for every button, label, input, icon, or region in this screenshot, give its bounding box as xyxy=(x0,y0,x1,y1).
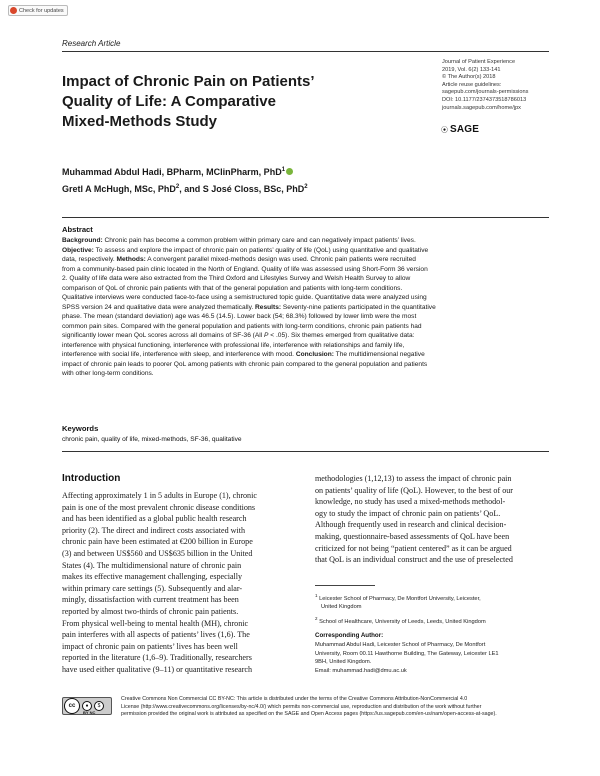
abstract-line xyxy=(62,236,550,246)
affiliation-number: 2 xyxy=(315,615,318,621)
corresponding-author-details xyxy=(315,641,499,676)
abstract-line xyxy=(62,360,550,370)
journal-info-line: DOI: 10.1177/2374373518786013 xyxy=(442,96,527,103)
title-line: Impact of Chronic Pain on Patients’ xyxy=(62,73,315,90)
article-type: Research Article xyxy=(62,39,121,48)
abstract-line xyxy=(62,303,550,313)
abstract-line xyxy=(62,255,550,265)
text-line: knowledge, no study has used a mixed-methods methodol- xyxy=(315,497,506,507)
text-line: impact of chronic pain on patients’ lives has been well xyxy=(62,641,238,651)
creative-commons-icon: cc xyxy=(64,698,80,714)
abstract-text: comparison of QoL of chronic pain patients with that of the general population and patients with long-term conditions. xyxy=(62,284,403,292)
text-line: that QoL is an individual construct and the use of preselected xyxy=(315,555,513,565)
title-line: Mixed-Methods Study xyxy=(62,113,218,130)
abstract-section-label: Conclusion: xyxy=(295,351,334,358)
abstract-text: Seventy-nine patients participated in the quantitative xyxy=(281,303,436,311)
abstract-text: Qualitative interviews were conducted face-to-face using a semistructured topic guide. Quantitative data were analyzed using xyxy=(62,294,427,301)
abstract-divider xyxy=(62,217,549,218)
abstract-body xyxy=(62,236,550,379)
license-line: Creative Commons Non Commercial CC BY-NC: This article is distributed under the terms of the Creative Commons Attribution-NonCommercial 4.0 xyxy=(121,696,468,702)
text-line: reported by almost two-thirds of chronic pain patients. xyxy=(62,606,239,616)
text-line: have used either qualitative (9–11) or quantitative research xyxy=(62,664,253,674)
abstract-text: from a community-based pain clinic located in the North of England. Quality of life was assessed using Short-Form 36 version xyxy=(62,265,428,273)
author-line-2: Gretl A McHugh, MSc, PhD$^2$, and S José Closs, BSc, PhD$^2$ xyxy=(62,184,308,194)
footnote-divider xyxy=(315,585,375,586)
title-line: Quality of Life: A Comparative xyxy=(62,93,276,110)
text-line: and has been identified as a global public health research xyxy=(62,514,247,524)
cc-license-logo xyxy=(62,697,112,715)
affiliation-line xyxy=(315,592,486,603)
journal-info-line: 2019, Vol. 6(2) 133-141 xyxy=(442,66,501,73)
journal-info-line: sagepub.com/journals-permissions xyxy=(442,89,529,96)
text-line: on patients’ quality of life (QoL). However, to the best of our xyxy=(315,485,513,495)
abstract-line xyxy=(62,312,550,322)
corresponding-line: Muhammad Abdul Hadi, Leicester School of Pharmacy, De Montfort xyxy=(315,642,486,648)
corresponding-author-heading: Corresponding Author: xyxy=(315,632,384,639)
publisher-name: SAGE xyxy=(450,124,480,135)
abstract-section-label: Objective: xyxy=(62,246,94,254)
update-status-icon xyxy=(10,7,17,14)
text-line: chronic pain have been estimated at €200 billion in Europe xyxy=(62,537,253,547)
abstract-heading: Abstract xyxy=(62,225,93,234)
license-line: License (http://www.creativecommons.org/licenses/by-nc/4.0/) which permits non-commercial use, reproduction and distribution of the work without further xyxy=(121,703,482,710)
text-line: criticized for not being “patient centered” as it can be argued xyxy=(315,543,512,553)
corresponding-line: 9BH, United Kingdom. xyxy=(315,659,372,666)
text-line: From physical well-being to mental health (MH), chronic xyxy=(62,618,249,628)
keywords-heading: Keywords xyxy=(62,424,99,433)
affiliation-line xyxy=(315,615,486,626)
abstract-text: To assess and explore the impact of chronic pain on patients’ quality of life (QoL) using quantitative and qualitative xyxy=(93,246,429,254)
attribution-icon: ● xyxy=(82,701,92,711)
abstract-text: interference with social life, interference with sleep, and interference with mood. xyxy=(62,351,296,358)
abstract-line xyxy=(62,322,550,332)
text-line: ogy to study the impact of chronic pain on patients’ QoL. xyxy=(315,508,501,518)
text-line: reported in the literature (1,6–9). Traditionally, researchers xyxy=(62,653,252,663)
text-line: methodologies (1,12,13) to assess the impact of chronic pain xyxy=(315,474,512,483)
affiliations xyxy=(315,592,486,626)
affiliation-text: School of Healthcare, University of Leeds, Leeds, United Kingdom xyxy=(319,618,486,625)
text-line: makes its effective management challenging, especially xyxy=(62,572,243,582)
sage-logo-icon: ⦿ xyxy=(441,126,448,134)
text-line: priority (2). The direct and indirect costs associated with xyxy=(62,525,246,535)
abstract-line xyxy=(62,350,550,360)
journal-info xyxy=(442,59,528,112)
abstract-text: The multidimensional negative xyxy=(333,351,425,358)
abstract-line xyxy=(62,331,550,341)
affiliation-line xyxy=(315,603,486,611)
abstract-line xyxy=(62,274,550,284)
abstract-italic-text: P xyxy=(264,332,269,339)
journal-info-line: journals.sagepub.com/home/jpx xyxy=(442,104,521,111)
abstract-text: common pain sites. Compared with the general population and patients with long-term conditions, chronic pain patients had xyxy=(62,322,422,330)
author-list xyxy=(62,163,308,197)
text-line: pain is one of the most prevalent chronic disease conditions xyxy=(62,502,256,512)
abstract-line xyxy=(62,265,550,275)
abstract-line xyxy=(62,284,550,294)
abstract-text: A convergent parallel mixed-methods design was used. Chronic pain patients were recruited xyxy=(145,256,416,263)
check-for-updates-badge[interactable] xyxy=(8,5,68,16)
text-line: Affecting approximately 1 in 5 adults in Europe (1), chronic xyxy=(62,491,257,500)
corresponding-line: University, Room 00.11 Hawthorne Building, The Gateway, Leicester LE1 xyxy=(315,650,499,657)
abstract-text: phase. The mean (standard deviation) age was 46.5 (14.5). Lower back (54; 68.3%) followed by lower limb were the most xyxy=(62,313,417,320)
text-line: (3) and between US$560 and US$635 billion in the United xyxy=(62,548,253,558)
abstract-section-label: Results: xyxy=(255,303,282,311)
abstract-text: impact of chronic pain leads to poorer QoL among patients with chronic pain compared to the general population and patients xyxy=(62,360,428,368)
keywords-divider xyxy=(62,451,549,452)
header-divider xyxy=(62,51,549,52)
orcid-icon[interactable] xyxy=(286,168,293,175)
license-line: permission provided the original work is attributed as specified on the SAGE and Open Access pages (https://us.sagepub.com/en-us/nam/open-access-at-sage). xyxy=(121,711,497,718)
abstract-line xyxy=(62,341,550,351)
affiliation-text: Leicester School of Pharmacy, De Montfort University, Leicester, xyxy=(319,595,481,602)
abstract-section-label: Methods: xyxy=(116,256,146,263)
abstract-text: < .05). Six themes emerged from qualitative data: xyxy=(268,332,415,339)
journal-info-line: © The Author(s) 2018 xyxy=(442,74,496,81)
journal-info-line: Article reuse guidelines: xyxy=(442,81,502,88)
text-line: pain interferes with all aspects of patients’ lives (1,6). The xyxy=(62,630,250,640)
affiliation-text: United Kingdom xyxy=(321,604,362,611)
noncommercial-icon: $ xyxy=(94,701,104,711)
abstract-line xyxy=(62,369,550,379)
abstract-text: Chronic pain has become a common problem within primary care and can negatively impact patients’ lives. xyxy=(102,237,416,244)
abstract-text: interference with physical functioning, interference with professional life, interference with relationships and family life, xyxy=(62,341,405,349)
badge-label: Check for updates xyxy=(19,7,64,14)
introduction-left-column xyxy=(62,490,298,676)
abstract-section-label: Background: xyxy=(62,237,103,244)
text-line: mingly, dissatisfaction with current treatment has been xyxy=(62,595,239,605)
article-title xyxy=(62,72,392,132)
license-logo-label: BY NC xyxy=(83,710,96,715)
corresponding-line: Email: muhammad.hadi@dmu.ac.uk xyxy=(315,668,407,675)
abstract-text: SPSS version 24 and qualitative data were analyzed thematically. xyxy=(62,303,256,311)
abstract-line xyxy=(62,293,550,303)
license-text xyxy=(121,696,551,719)
abstract-text: significantly lower mean QoL scores across all domains of SF-36 (All xyxy=(62,332,265,339)
text-line: Although frequently used in research and clinical decision- xyxy=(315,520,507,530)
introduction-right-column xyxy=(315,473,551,566)
publisher-logo xyxy=(441,124,479,135)
abstract-text: data, respectively. xyxy=(62,256,117,263)
abstract-text: 2. Quality of life data were also extracted from the Third Oxford and Lifestyles Survey and Welsh Health Survey to allow xyxy=(62,275,411,282)
journal-info-line: Journal of Patient Experience xyxy=(442,59,516,65)
introduction-heading: Introduction xyxy=(62,473,121,484)
abstract-line xyxy=(62,246,550,256)
affiliation-number: 1 xyxy=(315,593,318,598)
keywords-list: chronic pain, quality of life, mixed-methods, SF-36, qualitative xyxy=(62,436,242,443)
text-line: within primary care settings (5). Subsequently and alar- xyxy=(62,583,243,593)
text-line: States (4). The multidimensional nature of chronic pain xyxy=(62,560,242,570)
text-line: making, questionnaire-based assessments of QoL have been xyxy=(315,531,510,541)
author-line-1: Muhammad Abdul Hadi, BPharm, MClinPharm, PhD$^1$ xyxy=(62,163,308,180)
abstract-text: with other long-term conditions. xyxy=(62,370,154,377)
